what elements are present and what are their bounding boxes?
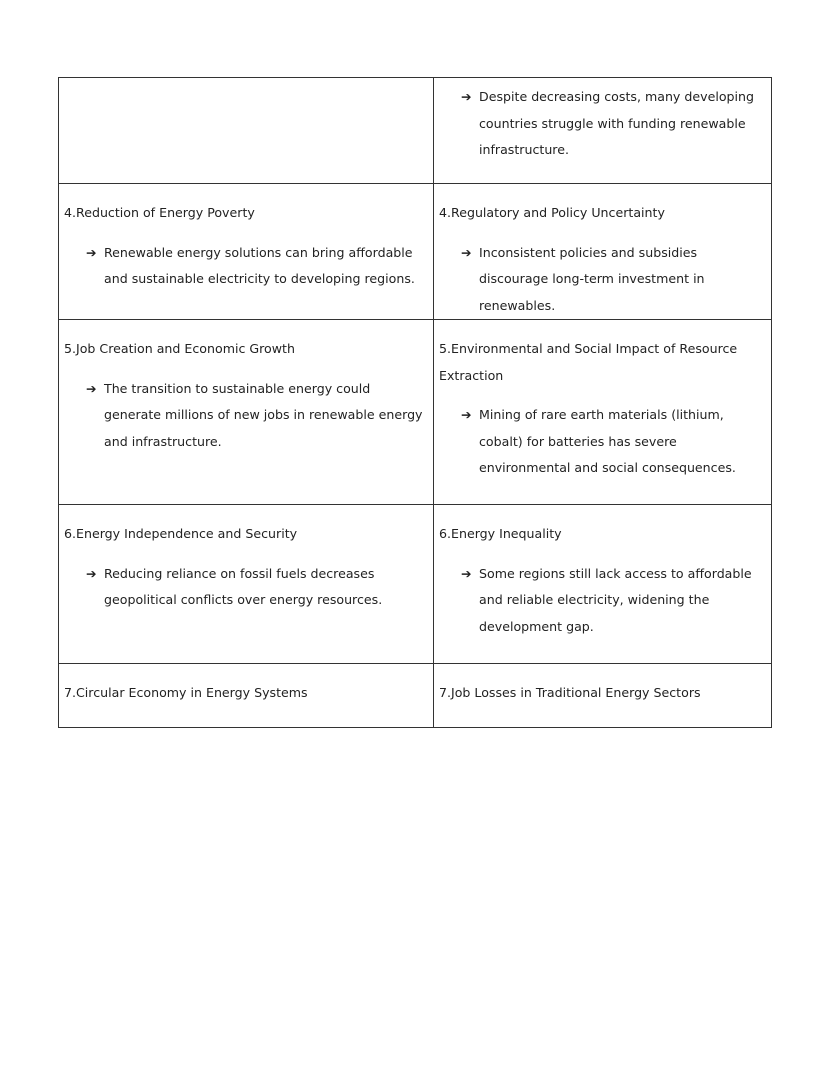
arrow-icon: ➔: [86, 565, 97, 581]
cell-heading: 7.Circular Economy in Energy Systems: [64, 685, 308, 700]
table-row: [59, 320, 772, 505]
table-cell: [434, 78, 772, 184]
cell-heading: 4.Reduction of Energy Poverty: [64, 205, 255, 220]
cell-heading: 5.Job Creation and Economic Growth: [64, 341, 295, 356]
table-cell: [59, 184, 434, 320]
table-cell: [434, 320, 772, 505]
arrow-icon: ➔: [461, 89, 472, 104]
cell-heading: 6.Energy Inequality: [439, 526, 562, 541]
table-cell: [59, 664, 434, 728]
table-cell: [59, 320, 434, 505]
list-item: [86, 376, 427, 456]
arrow-icon: ➔: [461, 565, 472, 581]
list-item: [461, 84, 765, 164]
table-row: [59, 505, 772, 664]
table-cell: [59, 78, 434, 184]
bullet-text: Renewable energy solutions can bring affordable and sustainable electricity to developing regions.: [104, 244, 415, 286]
cell-heading: 4.Regulatory and Policy Uncertainty: [439, 205, 665, 220]
arrow-icon: ➔: [86, 244, 97, 260]
table-row: [59, 78, 772, 184]
table-row: [59, 184, 772, 320]
cell-heading: 6.Energy Independence and Security: [64, 526, 298, 541]
arrow-icon: ➔: [461, 407, 472, 422]
bullet-text: Some regions still lack access to affordable and reliable electricity, widening the development gap.: [479, 565, 752, 634]
comparison-table: [58, 77, 772, 728]
list-item: [461, 561, 765, 641]
bullet-text: Reducing reliance on fossil fuels decreases geopolitical conflicts over energy resources.: [104, 565, 383, 607]
list-item: [86, 240, 427, 293]
list-item: [86, 561, 427, 614]
list-item: [461, 402, 765, 482]
list-item: [461, 240, 765, 320]
arrow-icon: ➔: [86, 380, 97, 396]
arrow-icon: ➔: [461, 244, 472, 260]
cell-heading: 7.Job Losses in Traditional Energy Sectors: [439, 685, 701, 700]
bullet-text: The transition to sustainable energy could generate millions of new jobs in renewable energy and infrastructure.: [104, 380, 423, 449]
table-cell: [434, 505, 772, 664]
bullet-text: Mining of rare earth materials (lithium, cobalt) for batteries has severe environmental and social consequences.: [479, 407, 736, 475]
bullet-text: Inconsistent policies and subsidies discourage long-term investment in renewables.: [479, 244, 705, 313]
cell-heading: 5.Environmental and Social Impact of Resource Extraction: [439, 341, 738, 383]
table-cell: [434, 184, 772, 320]
table-cell: [59, 505, 434, 664]
table-cell: [434, 664, 772, 728]
table-row: [59, 664, 772, 728]
bullet-text: Despite decreasing costs, many developing countries struggle with funding renewable infrastructure.: [479, 89, 754, 157]
